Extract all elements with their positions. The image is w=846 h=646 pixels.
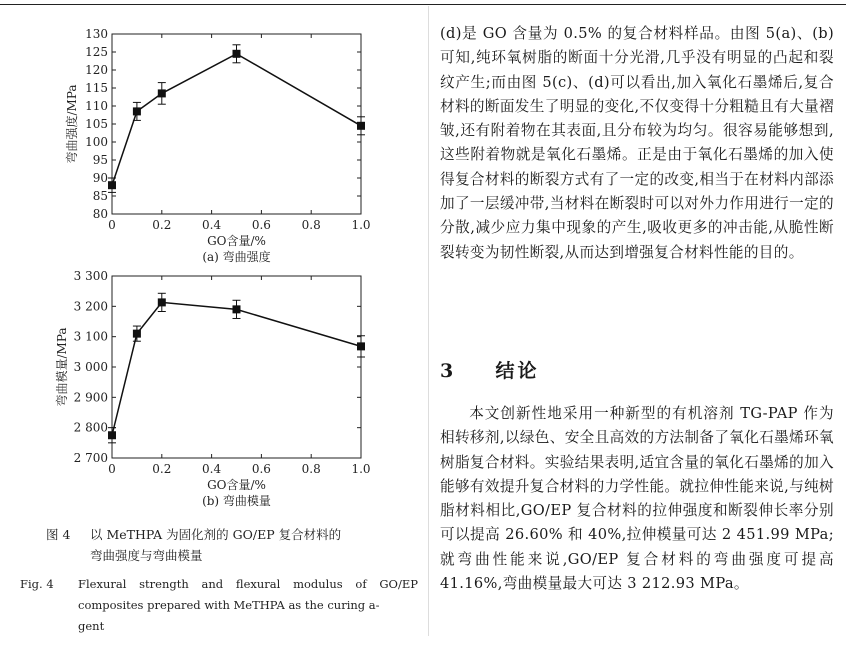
data-point <box>357 122 365 130</box>
figure-caption-cn-line-1: 以 MeTHPA 为固化剂的 GO/EP 复合材料的 <box>90 527 342 542</box>
y-tick-label: 105 <box>85 117 108 131</box>
chart-b-svg <box>0 266 420 514</box>
data-point <box>158 298 166 306</box>
y-tick-label: 3 000 <box>73 360 108 374</box>
chart-flexural-strength <box>0 16 420 268</box>
data-point <box>158 89 166 97</box>
y-tick-label: 120 <box>85 63 108 77</box>
y-tick-label: 110 <box>85 99 108 113</box>
conclusion-block <box>440 402 834 596</box>
x-tick-label: 0.8 <box>301 462 321 476</box>
series-line <box>112 54 361 185</box>
y-tick-label: 2 900 <box>73 390 108 405</box>
y-tick-label: 90 <box>92 171 108 185</box>
chart-a-svg <box>0 16 420 268</box>
x-axis-label: GO含量/% <box>207 234 266 248</box>
y-tick-label: 3 300 <box>73 269 108 283</box>
subcaption: (a) 弯曲强度 <box>202 250 271 264</box>
body-text-column <box>440 22 834 265</box>
data-point <box>357 342 365 350</box>
x-tick-label: 0.6 <box>251 218 271 232</box>
y-tick-label: 80 <box>92 207 108 221</box>
figure-caption-en-line-1: Flexural strength and flexural modulus of GO/EP <box>78 577 418 591</box>
y-tick-label: 100 <box>85 135 108 149</box>
data-point <box>133 107 141 115</box>
x-tick-label: 0.2 <box>152 462 172 476</box>
x-axis-label: GO含量/% <box>207 478 266 492</box>
figure-caption-en-line-2: composites prepared with MeTHPA as the curing a- <box>78 598 380 612</box>
data-point <box>108 181 116 189</box>
section-3-heading <box>440 356 834 383</box>
paragraph-results: (d)是 GO 含量为 0.5% 的复合材料样品。由图 5(a)、(b)可知,纯环氧树脂的断面十分光滑,几乎没有明显的凸起和裂纹产生;而由图 5(c)、(d)可以看出,加入氧化石墨烯后,复合材料的断面发生了明显的变化,不仅变得十分粗糙且有大量褶皱,还有附着物在其表面,且分布较为均匀。很容易能够想到,这些附着物就是氧化石墨烯。正是由于氧化石墨烯的加入使得复合材料的断裂方式有了一定的改变,相当于在材料内部添加了一层缓冲带,当材料在断裂时可以对外力作用进行一定的分散,减少应力集中现象的产生,吸收更多的冲击能,从脆性断裂转变为韧性断裂,从而达到增强复合材料性能的目的。 <box>440 25 834 261</box>
y-axis-label: 弯曲模量/MPa <box>55 327 69 407</box>
x-tick-label: 0.2 <box>152 218 172 232</box>
x-tick-label: 0 <box>108 218 116 232</box>
x-tick-label: 0.8 <box>301 218 321 232</box>
x-tick-label: 1.0 <box>351 218 371 232</box>
figure-label-en: Fig. 4 <box>20 577 54 591</box>
x-tick-label: 0.6 <box>251 462 271 476</box>
y-tick-label: 3 200 <box>73 299 108 314</box>
figure-caption-cn-line-2: 弯曲强度与弯曲模量 <box>90 548 203 563</box>
section-number: 3 <box>440 360 457 382</box>
figure-caption-en-line-3: gent <box>78 619 105 633</box>
data-point <box>133 330 141 338</box>
figure-label-cn: 图 4 <box>46 527 71 542</box>
y-tick-label: 130 <box>85 27 108 41</box>
chart-flexural-modulus <box>0 266 420 514</box>
x-tick-label: 1.0 <box>351 462 371 476</box>
y-tick-label: 115 <box>85 81 108 95</box>
y-tick-label: 2 800 <box>73 420 108 435</box>
section-title: 结论 <box>495 360 540 382</box>
x-tick-label: 0 <box>108 462 116 476</box>
y-tick-label: 85 <box>92 189 108 203</box>
subcaption: (b) 弯曲模量 <box>202 494 271 508</box>
data-point <box>233 50 241 58</box>
section-heading <box>440 356 834 383</box>
y-tick-label: 125 <box>85 45 108 59</box>
series-line <box>112 302 361 435</box>
y-tick-label: 2 700 <box>73 451 108 465</box>
data-point <box>108 431 116 439</box>
y-tick-label: 95 <box>92 153 108 167</box>
y-axis-label: 弯曲强度/MPa <box>65 84 79 164</box>
paragraph-conclusion: 本文创新性地采用一种新型的有机溶剂 TG-PAP 作为相转移剂,以绿色、安全且高效的方法制备了氧化石墨烯环氧树脂复合材料。实验结果表明,适宜含量的氧化石墨烯的加入能够有效提升复合材料的力学性能。就拉伸性能来说,与纯树脂材料相比,GO/EP 复合材料的拉伸强度和断裂伸长率分别可以提高 26.60% 和 40%,拉伸模量可达 2 451.99 MPa;就弯曲性能来说,GO/EP 复合材料的弯曲强度可提高 41.16%,弯曲模量最大可达 3 212.93 MPa。 <box>440 405 834 593</box>
y-tick-label: 3 100 <box>73 329 108 344</box>
x-tick-label: 0.4 <box>202 218 222 232</box>
x-tick-label: 0.4 <box>202 462 222 476</box>
data-point <box>233 305 241 313</box>
